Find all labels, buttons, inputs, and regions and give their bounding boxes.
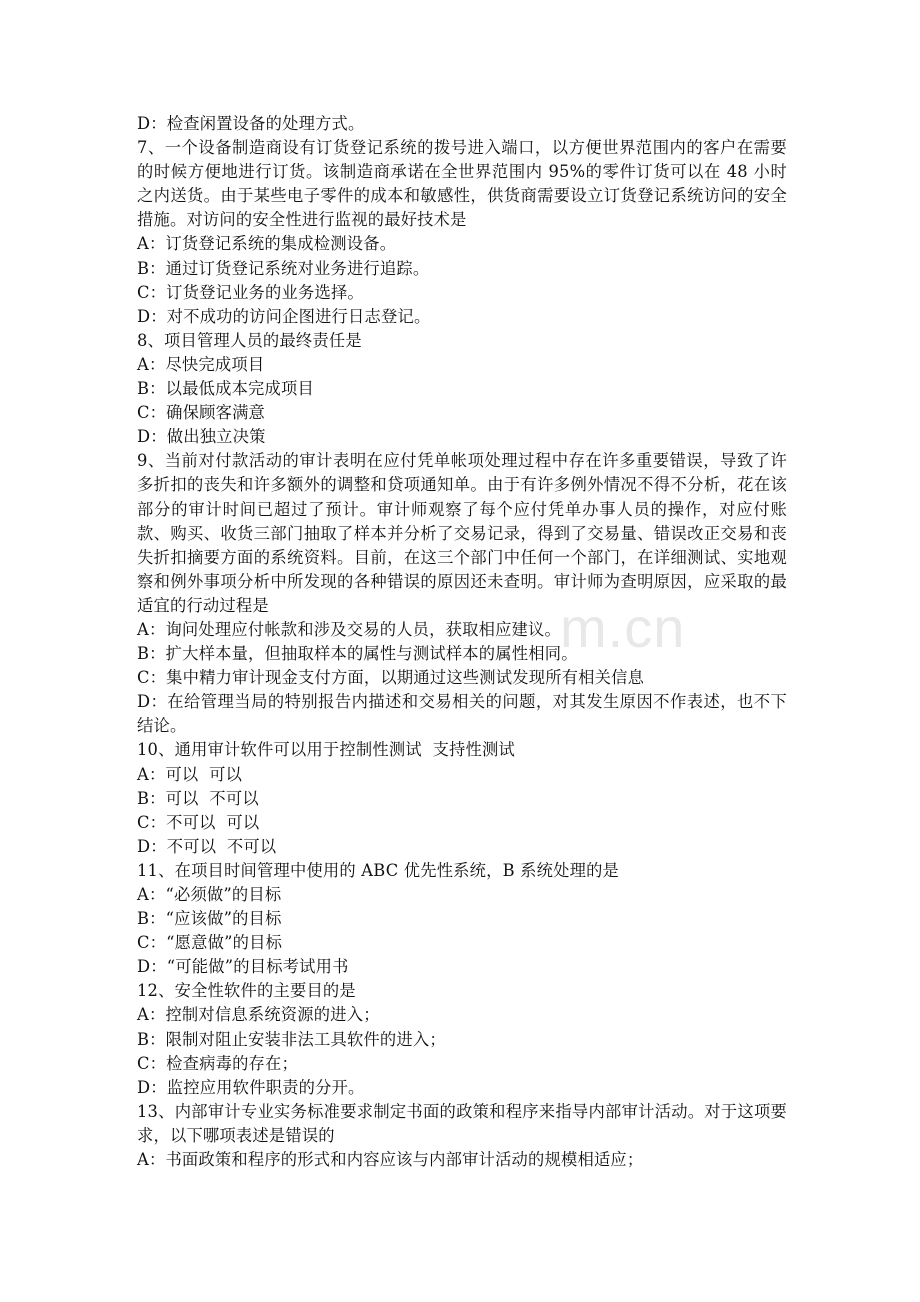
paragraph: D：监控应用软件职责的分开。 [137, 1077, 365, 1097]
paragraph: B：可以 不可以 [137, 788, 259, 808]
paragraph: A：询问处理应付帐款和涉及交易的人员，获取相应建议。 [137, 619, 561, 639]
paragraph: B：“应该做”的目标 [137, 909, 282, 929]
paragraph: B：扩大样本量，但抽取样本的属性与测试样本的属性相同。 [137, 644, 578, 664]
paragraph: B：以最低成本完成项目 [137, 379, 314, 399]
paragraph: 11、在项目时间管理中使用的 ABC 优先性系统，B 系统处理的是 [137, 860, 620, 880]
paragraph: C：检查病毒的存在； [137, 1053, 298, 1073]
paragraph: D：检查闲置设备的处理方式。 [137, 114, 365, 133]
paragraph: C：不可以 可以 [137, 812, 260, 832]
paragraph: B：限制对阻止安装非法工具软件的进入； [137, 1029, 446, 1049]
paragraph: A：尽快完成项目 [137, 354, 265, 374]
paragraph: C：集中精力审计现金支付方面，以期通过这些测试发现所有相关信息 [137, 668, 645, 688]
paragraph: D：在给管理当局的特别报告内描述和交易相关的问题，对其发生原因不作表述，也不下结论。 [137, 692, 787, 736]
paragraph: A：书面政策和程序的形式和内容应该与内部审计活动的规模相适应； [137, 1150, 644, 1170]
watermark: m.cn [560, 596, 686, 659]
paragraph: D：对不成功的访问企图进行日志登记。 [137, 306, 431, 326]
paragraph: 10、通用审计软件可以用于控制性测试 支持性测试 [137, 740, 515, 760]
paragraph: A：订货登记系统的集成检测设备。 [137, 234, 397, 254]
paragraph: B：通过订货登记系统对业务进行追踪。 [137, 258, 430, 278]
paragraph: 12、安全性软件的主要目的是 [137, 981, 356, 1001]
paragraph: 9、当前对付款活动的审计表明在应付凭单帐项处理过程中存在许多重要错误，导致了许多折扣的丧失和许多额外的调整和贷项通知单。由于有许多例外情况不得不分析，花在该部分的审计时间已超过了预计。审计师观察了每个应付凭单办事人员的操作，对应付账款、购买、收货三部门抽取了样本并分析了交易记录，得到了交易量、错误改正交易和丧失折扣摘要方面的系统资料。目前，在这三个部门中任何一个部门，在详细测试、实地观察和例外事项分析中所发现的各种错误的原因还未查明。审计师为查明原因，应采取的最适宜的行动过程是 [137, 451, 787, 615]
paragraph: A：控制对信息系统资源的进入； [137, 1005, 380, 1025]
paragraph: 13、内部审计专业实务标准要求制定书面的政策和程序来指导内部审计活动。对于这项要求，以下哪项表述是错误的 [137, 1101, 787, 1145]
paragraph: A：可以 可以 [137, 764, 243, 784]
paragraph: D：做出独立决策 [137, 427, 266, 447]
paragraph: C：“愿意做”的目标 [137, 933, 283, 953]
paragraph: D：“可能做”的目标考试用书 [137, 957, 349, 977]
document-body [137, 112, 787, 1172]
paragraph: A：“必须做”的目标 [137, 885, 282, 904]
paragraph: C：订货登记业务的业务选择。 [137, 282, 364, 302]
paragraph: D：不可以 不可以 [137, 836, 277, 856]
paragraph: C：确保顾客满意 [137, 403, 266, 423]
paragraph: 7、一个设备制造商设有订货登记系统的拨号进入端口，以方便世界范围内的客户在需要的时候方便地进行订货。该制造商承诺在全世界范围内 95%的零件订货可以在 48 小时之内送货。由于某些电子零件的成本和敏感性，供货商需要设立订货登记系统访问的安全措施。对访问的安全性进行监视的最好技术是 [137, 138, 787, 230]
paragraph: 8、项目管理人员的最终责任是 [137, 330, 362, 350]
